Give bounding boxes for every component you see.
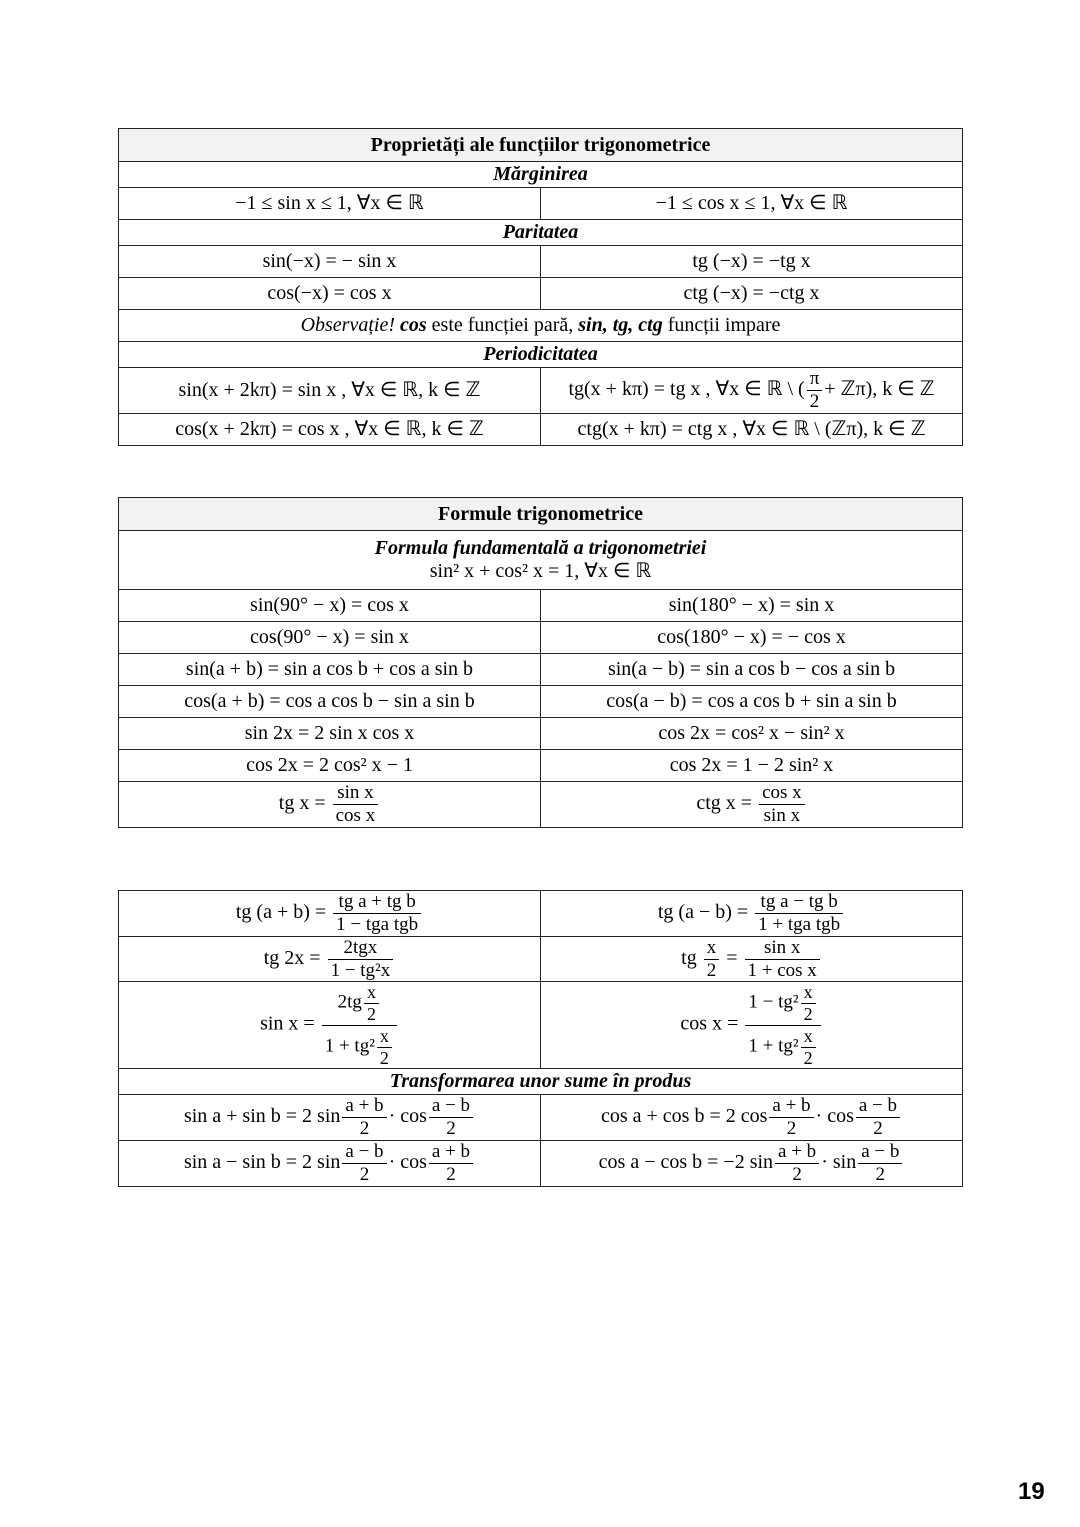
formula-cell bbox=[541, 278, 963, 310]
more-formulas-table bbox=[118, 890, 963, 1187]
denominator bbox=[377, 1048, 392, 1069]
denominator bbox=[801, 1004, 816, 1025]
formula-text: −1 ≤ sin x ≤ 1, ∀x ∈ ℝ bbox=[235, 192, 424, 214]
formula-text: 2 bbox=[875, 1163, 886, 1185]
denominator bbox=[333, 914, 421, 936]
denominator bbox=[328, 960, 394, 982]
table-row bbox=[119, 162, 963, 188]
fraction bbox=[755, 891, 843, 936]
formula-cell bbox=[541, 413, 963, 445]
formula-text: cos a − cos b = −2 sin bbox=[598, 1151, 774, 1173]
formula-text: sin(a − b) = sin a cos b − cos a sin b bbox=[607, 658, 896, 680]
text-run: sin, tg, ctg bbox=[578, 314, 663, 336]
text-run: Observație! bbox=[300, 314, 400, 336]
table-row bbox=[119, 1141, 963, 1187]
numerator bbox=[856, 1095, 900, 1118]
formula-cell bbox=[119, 936, 541, 982]
denominator bbox=[429, 1164, 473, 1186]
formula-text: 1 + tg² bbox=[748, 1035, 799, 1057]
formula-text: a + b bbox=[431, 1141, 471, 1163]
formula-text: ctg (−x) = −ctg x bbox=[683, 282, 820, 304]
fraction bbox=[704, 937, 720, 982]
header-row bbox=[119, 498, 963, 531]
numerator bbox=[858, 1141, 902, 1164]
formula-cell bbox=[119, 1095, 541, 1141]
formula-text: cos(x + 2kπ) = cos x , ∀x ∈ ℝ, k ∈ ℤ bbox=[175, 417, 484, 440]
formula-cell bbox=[119, 622, 541, 654]
table-row bbox=[119, 718, 963, 750]
table-row bbox=[119, 654, 963, 686]
formula-text: cos(a − b) = cos a cos b + sin a sin b bbox=[606, 690, 897, 712]
note-cell bbox=[119, 310, 963, 342]
table-row bbox=[119, 413, 963, 445]
formula-text: sin² x + cos² x = 1, ∀x ∈ ℝ bbox=[429, 560, 652, 582]
fraction bbox=[333, 782, 379, 827]
fraction bbox=[801, 982, 816, 1025]
formula-text: 1 − tg²x bbox=[330, 959, 391, 981]
formula-text: 2 bbox=[706, 959, 717, 981]
formula-text: sin(x + 2kπ) = sin x , ∀x ∈ ℝ, k ∈ ℤ bbox=[178, 378, 481, 401]
formula-text: 2 bbox=[786, 1118, 797, 1140]
formula-cell bbox=[119, 413, 541, 445]
table-row bbox=[119, 1095, 963, 1141]
formula-text: + ℤπ), k ∈ ℤ bbox=[824, 377, 935, 400]
formula-text: cos x = bbox=[680, 1012, 744, 1035]
denominator bbox=[342, 1118, 386, 1140]
formula-text: tg x = bbox=[278, 791, 331, 814]
fraction bbox=[745, 937, 820, 982]
formula-cell bbox=[541, 246, 963, 278]
formula-text: sin x bbox=[763, 804, 801, 826]
text-run: este funcției pară, bbox=[426, 314, 579, 336]
numerator bbox=[429, 1141, 473, 1164]
formula-text: sin(180° − x) = sin x bbox=[668, 594, 835, 616]
numerator bbox=[333, 891, 421, 914]
fraction bbox=[377, 1026, 392, 1069]
numerator bbox=[322, 982, 397, 1026]
formula-text: cos x bbox=[762, 782, 802, 803]
formula-cell bbox=[541, 718, 963, 750]
denominator bbox=[775, 1164, 819, 1186]
table-row bbox=[119, 891, 963, 937]
table-row bbox=[119, 1069, 963, 1095]
formula-text: · cos bbox=[388, 1151, 427, 1173]
formula-cell bbox=[541, 782, 963, 828]
formula-text: · cos bbox=[815, 1105, 854, 1128]
fraction bbox=[333, 891, 421, 936]
formula-cell bbox=[541, 750, 963, 782]
table-row bbox=[119, 342, 963, 368]
formula-cell bbox=[119, 718, 541, 750]
table-row bbox=[119, 220, 963, 246]
formula-cell bbox=[541, 590, 963, 622]
denominator bbox=[429, 1118, 473, 1140]
formula-text: x bbox=[706, 936, 717, 958]
table-title: Formule trigonometrice bbox=[119, 498, 963, 531]
formula-text: sin a + sin b = 2 sin bbox=[183, 1105, 341, 1128]
numerator bbox=[769, 1095, 813, 1118]
formula-text: x bbox=[366, 982, 376, 1003]
formula-text: π bbox=[809, 368, 820, 389]
formula-text: cos 2x = 2 cos² x − 1 bbox=[246, 754, 413, 776]
table-row bbox=[119, 622, 963, 654]
formula-text: x bbox=[803, 1025, 813, 1046]
formula-text: a + b bbox=[772, 1095, 811, 1117]
formula-cell bbox=[119, 750, 541, 782]
formula-text: 2 bbox=[792, 1163, 802, 1185]
formula-text: a + b bbox=[345, 1095, 384, 1117]
denominator bbox=[759, 805, 805, 827]
formula-text: 2 bbox=[366, 1004, 376, 1025]
formulas-table bbox=[118, 497, 963, 828]
formula-cell bbox=[541, 654, 963, 686]
fraction bbox=[769, 1095, 813, 1140]
formula-text: tg bbox=[681, 946, 702, 969]
formula-cell bbox=[119, 590, 541, 622]
denominator bbox=[333, 805, 379, 827]
denominator bbox=[807, 391, 823, 413]
table-row bbox=[119, 936, 963, 982]
formula-text: tg a + tg b bbox=[338, 891, 416, 912]
fraction bbox=[856, 1095, 900, 1140]
formula-cell bbox=[541, 1141, 963, 1187]
numerator bbox=[333, 782, 379, 805]
formula-cell bbox=[119, 246, 541, 278]
denominator bbox=[858, 1164, 902, 1186]
formula-text: 2 bbox=[873, 1118, 883, 1140]
formula-cell bbox=[541, 936, 963, 982]
formula-text: 1 − tga tgb bbox=[336, 913, 419, 935]
numerator bbox=[342, 1095, 386, 1118]
page-number: 19 bbox=[1018, 1478, 1045, 1505]
formula-text: = bbox=[721, 946, 743, 969]
text-run: cos bbox=[399, 314, 427, 336]
denominator bbox=[342, 1164, 386, 1186]
formula-text: sin x bbox=[763, 936, 801, 958]
formula-text: 2tgx bbox=[343, 936, 378, 958]
formula-cell bbox=[119, 188, 541, 220]
formula-cell bbox=[119, 1141, 541, 1187]
formula-cell bbox=[541, 188, 963, 220]
formula-cell bbox=[541, 1095, 963, 1141]
fraction bbox=[807, 368, 823, 413]
fraction bbox=[858, 1141, 902, 1186]
numerator bbox=[377, 1026, 392, 1048]
formula-text: sin x = bbox=[260, 1012, 320, 1035]
formula-cell bbox=[119, 982, 541, 1069]
formula-cell bbox=[541, 891, 963, 937]
formula-text: 2tg bbox=[337, 991, 362, 1013]
formula-text: ctg(x + kπ) = ctg x , ∀x ∈ ℝ \ (ℤπ), k ∈ ℤ bbox=[577, 417, 926, 440]
formula-text: sin a − sin b = 2 sin bbox=[183, 1151, 341, 1173]
fraction bbox=[364, 982, 379, 1025]
formula-text: · cos bbox=[388, 1105, 427, 1128]
formula-cell bbox=[119, 891, 541, 937]
numerator bbox=[775, 1141, 819, 1164]
section-heading: Transformarea unor sume în produs bbox=[119, 1069, 963, 1095]
formula-cell bbox=[119, 368, 541, 414]
denominator bbox=[755, 914, 843, 936]
table-title: Proprietăți ale funcțiilor trigonometrice bbox=[119, 129, 963, 162]
numerator bbox=[745, 982, 820, 1026]
fraction bbox=[745, 982, 820, 1068]
properties-table bbox=[118, 128, 963, 446]
formula-text: 1 − tg² bbox=[748, 991, 799, 1013]
formula-text: cos x bbox=[335, 804, 376, 826]
section-heading: Periodicitatea bbox=[119, 342, 963, 368]
formula-text: sin(−x) = − sin x bbox=[262, 250, 397, 272]
denominator bbox=[769, 1118, 813, 1140]
formula-text: 2 bbox=[803, 1047, 813, 1068]
table-row bbox=[119, 278, 963, 310]
formula-cell bbox=[119, 654, 541, 686]
numerator bbox=[745, 937, 820, 960]
formula-text: tg (−x) = −tg x bbox=[692, 250, 811, 272]
text-run: funcții impare bbox=[662, 314, 781, 336]
formula-text: a − b bbox=[345, 1141, 384, 1163]
fraction bbox=[342, 1095, 386, 1140]
formula-text: a − b bbox=[431, 1095, 471, 1117]
numerator bbox=[342, 1141, 386, 1164]
formula-cell bbox=[541, 686, 963, 718]
denominator bbox=[704, 960, 720, 982]
table-row bbox=[119, 590, 963, 622]
formula-cell bbox=[119, 782, 541, 828]
formula-cell bbox=[541, 982, 963, 1069]
fraction bbox=[322, 982, 397, 1068]
formula-cell bbox=[119, 686, 541, 718]
fraction bbox=[328, 937, 394, 982]
formula-cell bbox=[541, 368, 963, 414]
section-heading: Mărginirea bbox=[119, 162, 963, 188]
formula-text: tg(x + kπ) = tg x , ∀x ∈ ℝ \ ( bbox=[568, 377, 805, 400]
fraction bbox=[775, 1141, 819, 1186]
formula-text: a + b bbox=[778, 1141, 817, 1163]
formula-text: sin(a + b) = sin a cos b + cos a sin b bbox=[185, 658, 474, 680]
fundamental-formula-cell bbox=[119, 531, 963, 590]
numerator bbox=[328, 937, 394, 960]
formula-text: cos(a + b) = cos a cos b − sin a sin b bbox=[184, 690, 475, 712]
table-row bbox=[119, 310, 963, 342]
formula-text: 2 bbox=[809, 390, 820, 412]
formula-text: cos 2x = 1 − 2 sin² x bbox=[669, 754, 834, 776]
table-row bbox=[119, 246, 963, 278]
table-row bbox=[119, 782, 963, 828]
fraction bbox=[429, 1141, 473, 1186]
formula-text: tg (a + b) = bbox=[235, 900, 332, 923]
fraction bbox=[801, 1026, 816, 1069]
table-row bbox=[119, 531, 963, 590]
section-heading: Formula fundamentală a trigonometriei bbox=[374, 537, 707, 559]
denominator bbox=[801, 1048, 816, 1069]
table-row bbox=[119, 982, 963, 1069]
numerator bbox=[759, 782, 805, 805]
section-heading: Paritatea bbox=[119, 220, 963, 246]
numerator bbox=[364, 982, 379, 1004]
formula-text: 1 + tg² bbox=[324, 1035, 375, 1057]
formula-text: sin 2x = 2 sin x cos x bbox=[244, 722, 415, 744]
formula-text: cos(−x) = cos x bbox=[267, 282, 392, 304]
fraction bbox=[429, 1095, 473, 1140]
numerator bbox=[801, 982, 816, 1004]
numerator bbox=[755, 891, 843, 914]
formula-text: 2 bbox=[359, 1163, 370, 1185]
denominator bbox=[745, 1026, 820, 1069]
formula-text: ctg x = bbox=[696, 791, 758, 814]
formula-cell bbox=[541, 622, 963, 654]
denominator bbox=[322, 1026, 397, 1069]
formula-text: · sin bbox=[821, 1151, 857, 1173]
formula-text: cos 2x = cos² x − sin² x bbox=[658, 722, 845, 744]
table-row bbox=[119, 686, 963, 718]
formula-text: 2 bbox=[803, 1004, 813, 1025]
header-row bbox=[119, 129, 963, 162]
formula-text: tg 2x = bbox=[263, 946, 326, 969]
table-row bbox=[119, 188, 963, 220]
formula-text: 2 bbox=[379, 1047, 389, 1068]
numerator bbox=[807, 368, 823, 391]
formula-text: a − b bbox=[858, 1095, 898, 1117]
denominator bbox=[364, 1004, 379, 1025]
formula-text: cos(180° − x) = − cos x bbox=[657, 626, 846, 648]
numerator bbox=[704, 937, 720, 960]
formula-text: x bbox=[803, 982, 813, 1003]
formula-text: cos a + cos b = 2 cos bbox=[600, 1105, 768, 1128]
formula-text: a − b bbox=[861, 1141, 900, 1163]
fraction bbox=[759, 782, 805, 827]
numerator bbox=[801, 1026, 816, 1048]
fraction bbox=[342, 1141, 386, 1186]
formula-text: cos(90° − x) = sin x bbox=[250, 626, 409, 648]
formula-text: 1 + cos x bbox=[747, 959, 817, 981]
formula bbox=[123, 560, 958, 583]
denominator bbox=[856, 1118, 900, 1140]
formula-text: x bbox=[379, 1025, 389, 1046]
formula-cell bbox=[119, 278, 541, 310]
formula-text: 2 bbox=[446, 1118, 456, 1140]
formula-text: tg (a − b) = bbox=[657, 900, 754, 923]
table-row bbox=[119, 368, 963, 414]
formula-text: 2 bbox=[359, 1118, 370, 1140]
table-row bbox=[119, 750, 963, 782]
formula-text: tg a − tg b bbox=[760, 891, 838, 912]
formula-text: −1 ≤ cos x ≤ 1, ∀x ∈ ℝ bbox=[655, 192, 848, 214]
formula-text: 1 + tga tgb bbox=[758, 913, 841, 935]
denominator bbox=[745, 960, 820, 982]
numerator bbox=[429, 1095, 473, 1118]
formula-text: 2 bbox=[446, 1163, 456, 1185]
formula-text: sin x bbox=[337, 782, 374, 803]
formula-text: sin(90° − x) = cos x bbox=[250, 594, 409, 616]
